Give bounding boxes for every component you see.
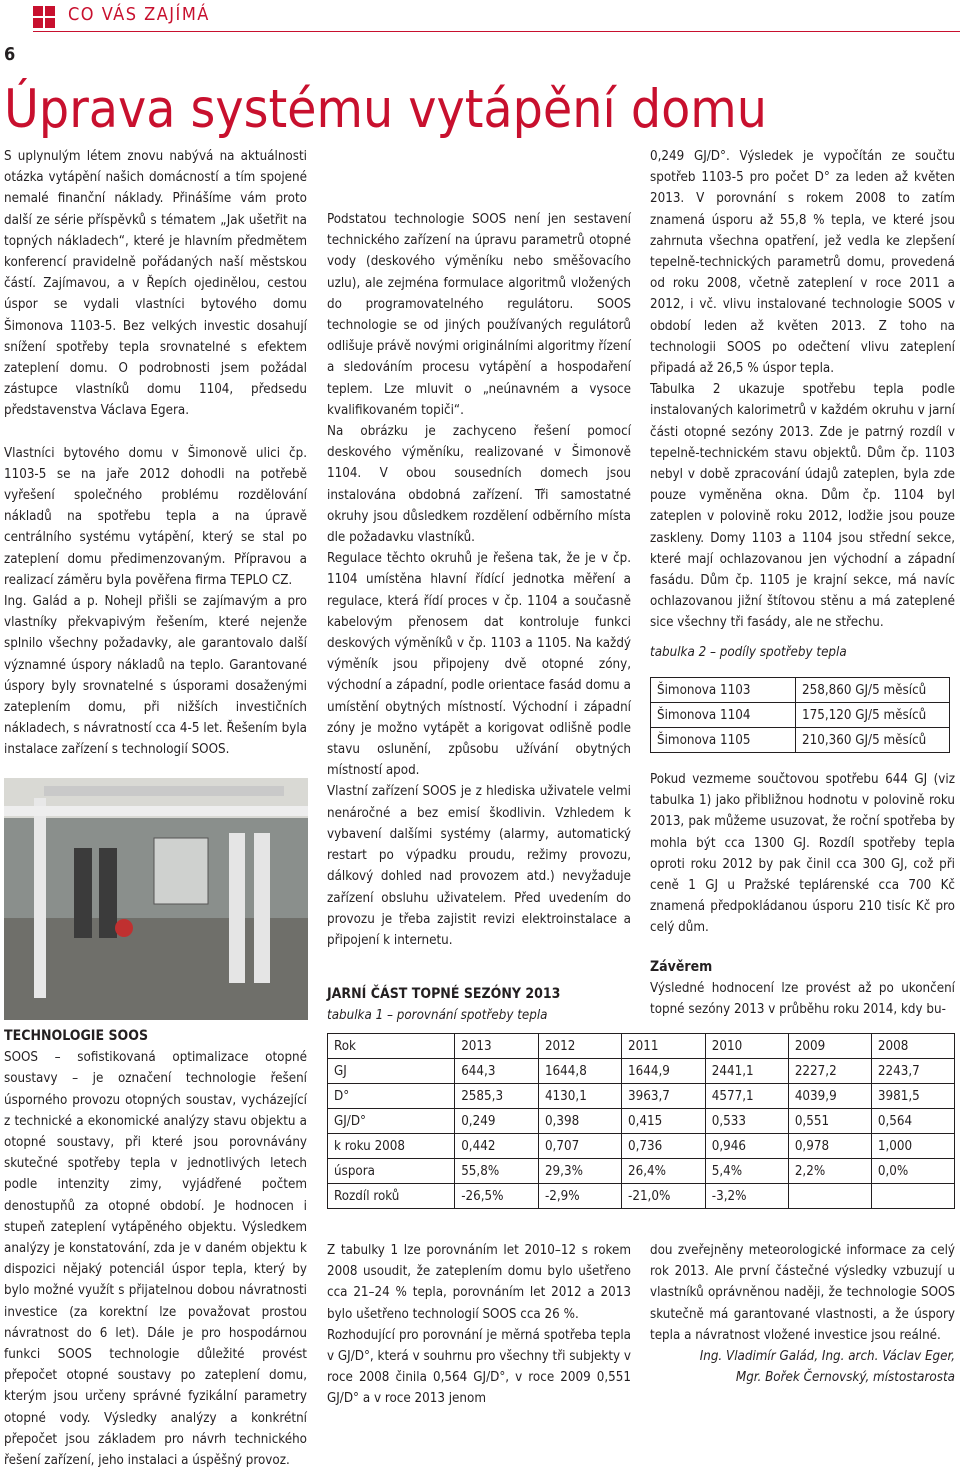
table2-caption: tabulka 2 – podíly spotřeby tepla (650, 644, 847, 660)
conclusion-text: Výsledné hodnocení lze provést až po ukončení topné sezóny 2013 v průběhu roku 2014, kdy bu- (650, 980, 955, 1018)
conclusion-heading: Závěrem (650, 958, 713, 975)
table1-caption: tabulka 1 – porovnání spotřeby tepla (327, 1008, 548, 1024)
column-3 (650, 146, 955, 663)
intro-paragraph: S uplynulým létem znovu nabývá na aktuálnosti otázka vytápění našich domácností a tím spojené nemalé finanční náklady. Přinášíme vám proto další ze série příspěvků s tématem „Jak ušetřit na topných nákladech“, které je hlavním předmětem konferencí pravidelně pořádaných naší městskou částí. Zajímavou, a v Řepích ojedinělou, cestou úspor se vydali vlastníci bytového domu Šimonova 1103-5. Bez velkých investic dosahují snížení spotřeby tepla srovnatelné s efektem zateplení domu. O podrobnosti jsem požádal zástupce vlastníků domu 1104, předsedu představenstva Václava Egera. (4, 149, 307, 419)
body-paragraph: Rozhodující pro porovnání je měrná spotřeba tepla v GJ/D°, která v souhrnu pro všechny tři subjekty v roce 2008 činila 0,564 GJ/D°, v roce 2009 0,551 GJ/D° a v roce 2013 jenom (327, 1327, 631, 1407)
body-paragraph: Vlastní zařízení SOOS je z hlediska uživatele velmi nenáročné a bez emisí škodlivin. Vzhledem k vybavení dalšími systémy (alarmy, automatický restart po výpadku proudu, režimy provozu, dálkový dohled nad provozem atd.) nevyžaduje zařízení obsluhu uživatelem. Před uvedením do provozu je třeba zajistit revizi elektroinstalace a připojení k internetu. (327, 784, 631, 948)
table-row: Šimonova 1104 175,120 GJ/5 měsíců (651, 703, 950, 728)
heat-exchanger-photo (4, 778, 308, 1020)
soos-box (4, 1026, 307, 1471)
body-paragraph: Pokud vezmeme součtovou spotřebu 644 GJ (viz tabulka 1) jako přibližnou hodnotu v polovině roku 2013, pak můžeme usuzovat, že roční spotřeba by mohla být cca 1300 GJ. Rozdíl spotřeby tepla oproti roku 2012 by pak činil cca 300 GJ, což při ceně 1 GJ u Pražské teplárenské cca 700 Kč znamená předpokládanou úsporu 210 tisíc Kč pro celý dům. (650, 772, 955, 936)
body-paragraph: Vlastníci bytového domu v Šimonově ulici čp. 1103-5 se na jaře 2012 dohodli na potřebě vyřešení společného problému rozdělování nákladů na spotřebu tepla a na úpravě centrálního systému vytápění, který se stal po zateplení domu předimenzovaným. Přípravou a realizací záměru byla pověřena firma TEPLO CZ. (4, 445, 307, 588)
signature-line: Mgr. Bořek Černovský, místostarosta (735, 1370, 955, 1386)
table-1 (327, 1033, 955, 1209)
column-3-continued (650, 769, 955, 1020)
body-paragraph: Z tabulky 1 lze porovnáním let 2010–12 s rokem 2008 usoudit, že zateplením domu bylo ušetřeno cca 21–24 % tepla, porovnáním let 2012 a 2013 bylo ušetřeno technologií SOOS cca 26 %. (327, 1243, 631, 1322)
table-row: Šimonova 1103 258,860 GJ/5 měsíců (651, 678, 950, 703)
table-row: D° 2585,3 4130,1 3963,7 4577,1 4039,9 3981,5 (328, 1084, 955, 1109)
body-paragraph: Ing. Galád a p. Nohejl přišli se zajímavým a pro vlastníky překvapivým řešením, které nejenže splnilo všechny požadavky, ale garantovalo další významné úspory nákladů na teplo. Garantované úspory byly srovnatelné s úsporami dosaženými zateplením domu, při nižších investičních nákladech, s návratností cca 4-5 let. Řešením byla instalace zařízení s technologií SOOS. (4, 594, 307, 758)
column-2 (327, 146, 631, 951)
table-row: GJ/D° 0,249 0,398 0,415 0,533 0,551 0,564 (328, 1109, 955, 1134)
body-paragraph: Na obrázku je zachyceno řešení pomocí deskového výměníku, realizované v Šimonově 1104. V obou sousedních domech jsou instalována obdobná zařízení. Tři samostatné okruhy jsou důsledkem rozdělení odběrního místa dle požadavku vlastníků. (327, 424, 631, 546)
body-paragraph: Tabulka 2 ukazuje spotřebu tepla podle instalovaných kalorimetrů v každém okruhu v jarní části otopné sezóny 2013. Zde je patrný rozdíl v tepelně-technickém stavu objektů. Dům čp. 1103 nebyl v době zpracování údajů zateplen, byla zde pouze vyměněna okna. Dům čp. 1104 byl zateplen v polovině roku 2012, lodžie jsou pouze zaskleny. Domy 1103 a 1104 jsou střední sekce, které mají ochlazovanou jen východní a západní fasádu. Dům čp. 1105 je krajní sekce, má navíc ochlazovanou jižní štítovou stěnu a má zateplené sice všechny tři fasády, ale ne střechu. (650, 382, 955, 631)
table-row: Rozdíl roků -26,5% -2,9% -21,0% -3,2% (328, 1184, 955, 1209)
soos-heading: TECHNOLOGIE SOOS (4, 1028, 149, 1044)
table-row: úspora 55,8% 29,3% 26,4% 5,4% 2,2% 0,0% (328, 1159, 955, 1184)
bottom-right-text (650, 1240, 955, 1388)
page-title: Úprava systému vytápění domu (4, 79, 767, 140)
table-row: GJ 644,3 1644,8 1644,9 2441,1 2227,2 2243,7 (328, 1059, 955, 1084)
table1-heading: JARNÍ ČÁST TOPNÉ SEZÓNY 2013 (327, 986, 561, 1002)
body-paragraph: Regulace těchto okruhů je řešena tak, že je v čp. 1104 umístěna hlavní řídící jednotka měření a regulace, která řídí proces v čp. 1104 a současně kabelovým přenosem dat kontroluje funkci deskových výměníků v čp. 1103 a 1105. Na každý výměník jsou připojeny dvě otopné zóny, východní a západní, podle orientace fasád domu a umístění obytných místností. Východní i západní zóny je možno vytápět a korigovat odlišně podle stavu oslunění, způsobu užívání obytných místností apod. (327, 551, 631, 779)
section-rule (33, 31, 960, 32)
soos-text: SOOS – sofistikovaná optimalizace otopné soustavy – je označení technologie řešení úsporného provozu otopných soustav, vycházející z technické a ekonomické analýzy stavu objektu a otopné soustavy, při které jsou porovnávány skutečné spotřeby tepla v jednotlivých letech podle intenzity zimy, vyjádřené počtem denostupňů za otopné období. Je hodnocen i stupeň zateplení vytápěného objektu. Výsledkem analýzy je konstatování, zda je v daném objektu k dispozici nějaký potenciál úspor tepla, který by bylo možné využít s přijatelnou dobou návratnosti investice (za korektní lze považovat prostou návratnost do 6 let). Dále je pro hospodárnou funkci SOOS technologie důležité provést přepočet otopné soustavy po zateplení domu, kterým jsou určeny správné fyzikální parametry otopné vody. Výsledky analýzy a konkrétní přepočet jsou základem pro návrh technického řešení zařízení, jeho instalaci a úspěšný provoz. (4, 1050, 307, 1469)
table-header-row: Rok 2013 2012 2011 2010 2009 2008 (328, 1034, 955, 1059)
body-paragraph: dou zveřejněny meteorologické informace za celý rok 2013. Ale první částečné výsledky vzbuzují u vlastníků oprávněnou naději, že technologie SOOS skutečně má garantované vlastnosti, a že úspory tepla a návratnost vložené investice jsou reálné. (650, 1243, 955, 1343)
section-logo-icon (33, 6, 55, 28)
section-label: CO VÁS ZAJÍMÁ (68, 4, 210, 25)
table1-heading-block (327, 984, 631, 1026)
table-row: Šimonova 1105 210,360 GJ/5 měsíců (651, 728, 950, 753)
column-1 (4, 146, 307, 761)
body-paragraph: Podstatou technologie SOOS není jen sestavení technického zařízení na úpravu parametrů otopné vody (deskového výměníku nebo směšovacího uzlu), ale zejména formulace algoritmů vložených do programovatelného regulátoru. SOOS technologie se od jiných používaných regulátorů odlišuje právě novými originálními algoritmy řízení a sledováním procesu vytápění a hospodaření teplem. Lze mluvit o „neúnavném a vysoce kvalifikovaném topiči“. (327, 212, 631, 418)
body-paragraph: 0,249 GJ/D°. Výsledek je vypočítán ze součtu spotřeb 1103-5 pro počet D° za leden až květen 2013. V porovnání s rokem 2008 to zatím znamená úsporu až 55,8 % tepla, ve které jsou zahrnuta všechna opatření, jež vedla ke zlepšení tepelně-technických parametrů domu, provedená od roku 2008, včetně zateplení v roce 2011 a 2012, i vč. vlivu instalované technologie SOOS v období leden až květen 2013. Z toho na technologii SOOS po odečtení vlivu zateplení připadá až 26,5 % úspor tepla. (650, 149, 955, 377)
table-2 (650, 677, 950, 753)
table-row: k roku 2008 0,442 0,707 0,736 0,946 0,978 1,000 (328, 1134, 955, 1159)
signature-line: Ing. Vladimír Galád, Ing. arch. Václav Eger, (699, 1349, 955, 1365)
bottom-middle-text (327, 1240, 631, 1410)
page-number: 6 (4, 44, 16, 65)
